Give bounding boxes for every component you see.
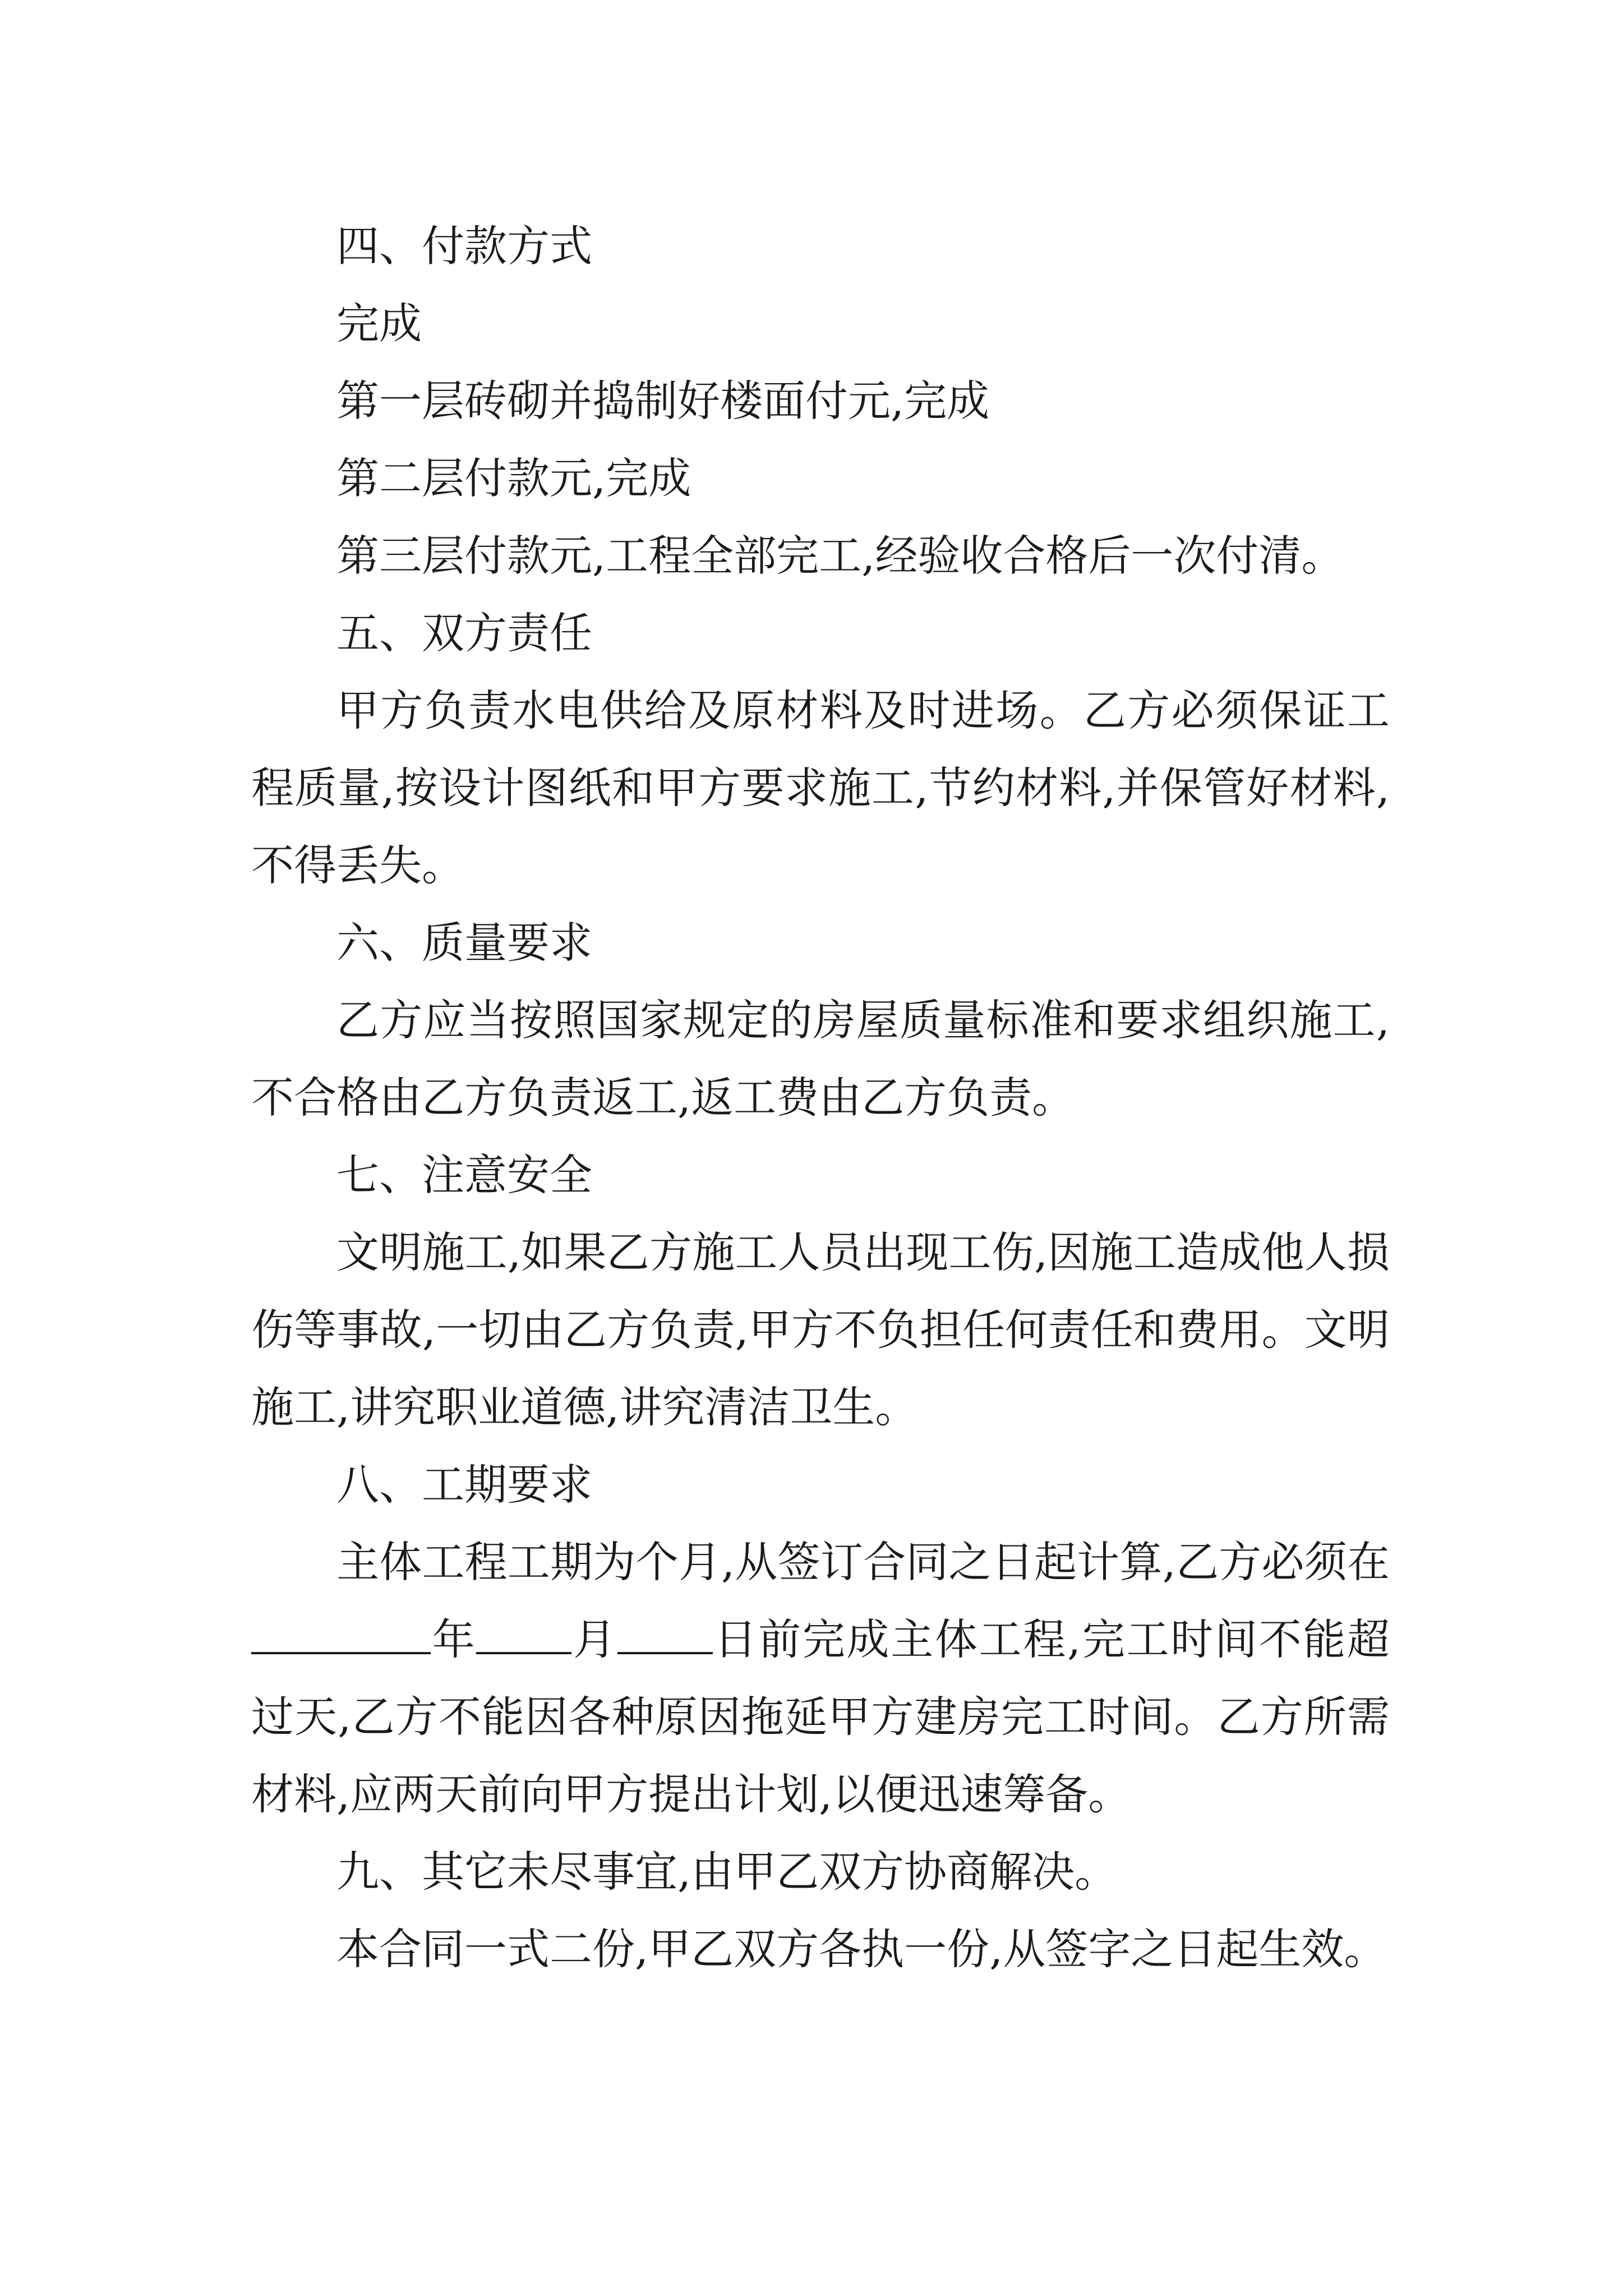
year-label: 年 bbox=[431, 1614, 477, 1664]
section-heading-safety: 七、注意安全 bbox=[336, 1150, 592, 1200]
schedule-paragraph bbox=[251, 1524, 1390, 1833]
schedule-text-part1: 主体工程工期为个月,从签订合同之日起计算,乙方必须在 bbox=[336, 1537, 1390, 1587]
section-heading-responsibilities: 五、双方责任 bbox=[336, 608, 592, 658]
paragraph: 第三层付款元,工程全部完工,经验收合格后一次付清。 bbox=[336, 531, 1344, 581]
section-heading-schedule: 八、工期要求 bbox=[336, 1460, 592, 1510]
document-body bbox=[251, 208, 1390, 1988]
paragraph: 第一层砖砌并捣制好楼面付元,完成 bbox=[336, 376, 990, 426]
paragraph: 本合同一式二份,甲乙双方各执一份,从签字之日起生效。 bbox=[336, 1924, 1387, 1974]
paragraph: 乙方应当按照国家规定的房屋质量标准和要求组织施工,不合格由乙方负责返工,返工费由乙方负责。 bbox=[251, 995, 1390, 1122]
schedule-text-part2: 日前完成主体工程,完工时间不能超过天,乙方不能因各种原因拖延甲方建房完工时间。乙方所需材料,应两天前向甲方提出计划,以便迅速筹备。 bbox=[251, 1614, 1390, 1819]
paragraph: 完成 bbox=[336, 298, 422, 348]
section-heading-quality: 六、质量要求 bbox=[336, 918, 592, 968]
year-blank-field bbox=[251, 1618, 431, 1654]
section-heading-payment: 四、付款方式 bbox=[336, 221, 592, 271]
paragraph: 文明施工,如果乙方施工人员出现工伤,因施工造成他人损伤等事故,一切由乙方负责,甲方不负担任何责任和费用。文明施工,讲究职业道德,讲究清洁卫生。 bbox=[251, 1227, 1390, 1432]
month-label: 月 bbox=[571, 1614, 617, 1664]
paragraph: 九、其它未尽事宜,由甲乙双方协商解决。 bbox=[336, 1847, 1118, 1897]
paragraph: 第二层付款元,完成 bbox=[336, 453, 691, 503]
paragraph: 甲方负责水电供给及原材料及时进场。乙方必须保证工程质量,按设计图纸和甲方要求施工,节约材料,并保管好材料,不得丢失。 bbox=[251, 685, 1390, 890]
day-blank-field bbox=[617, 1618, 713, 1654]
month-blank-field bbox=[476, 1618, 571, 1654]
